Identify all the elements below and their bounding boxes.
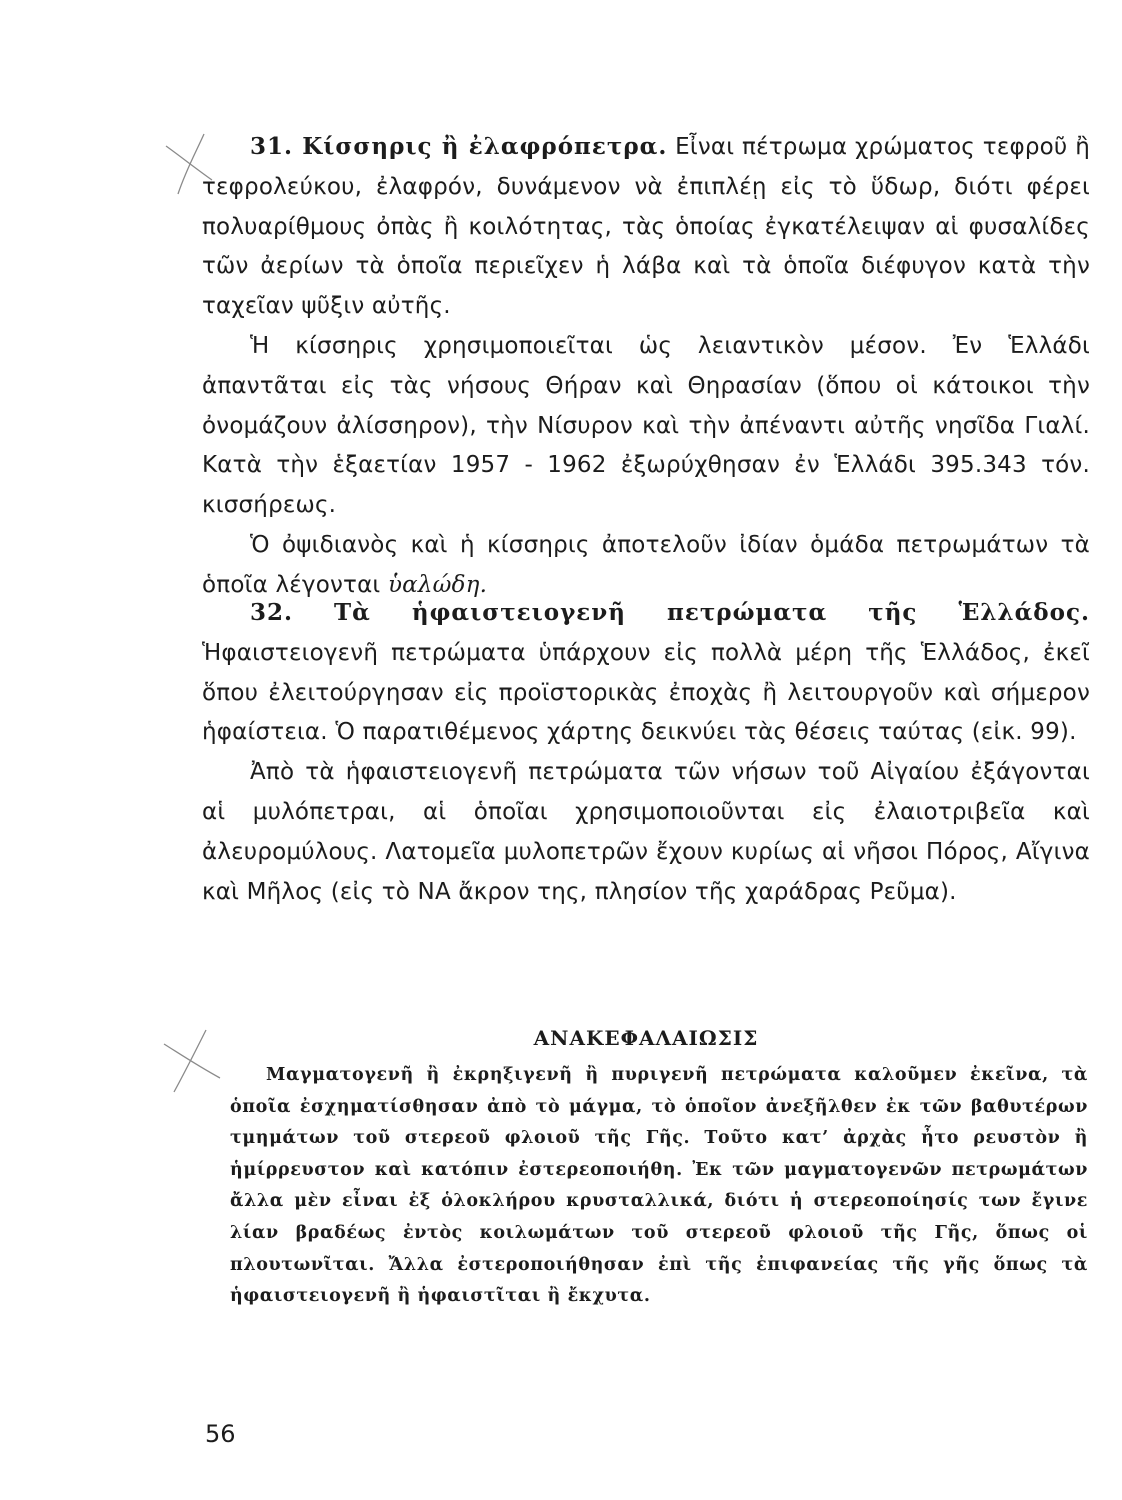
- section-32-text-1: Ἡφαιστειογενῆ πετρώματα ὑπάρχουν εἰς πολλὰ μέρη τῆς Ἑλλάδος, ἐκεῖ ὅπου ἐλειτούργησαν εἰς προϊστορικὰς ἐποχὰς ἢ λειτουργοῦν καὶ σήμερον ἡφαίστεια. Ὁ παρατιθέμενος χάρτης δεικνύει τὰς θέσεις ταύτας (εἰκ. 99).: [202, 639, 1090, 746]
- section-31-text-1: Εἶναι πέτρωμα χρώματος τεφροῦ ἢ τεφρολεύκου, ἐλαφρόν, δυνάμενον νὰ ἐπιπλέῃ εἰς τὸ ὕδωρ, διότι φέρει πολυαρίθμους ὀπὰς ἢ κοιλότητας, τὰς ὁποίας ἐγκατέλειψαν αἱ φυσαλίδες τῶν ἀερίων τὰ ὁποῖα περιεῖχεν ἡ λάβα καὶ τὰ ὁποῖα διέφυγον κατὰ τὴν ταχεῖαν ψῦξιν αὐτῆς.: [202, 134, 1090, 320]
- section-31-paragraph-2: Ἡ κίσσηρις χρησιμοποιεῖται ὡς λειαντικὸν μέσον. Ἐν Ἑλλάδι ἀπαντᾶται εἰς τὰς νήσους Θήραν καὶ Θηρασίαν (ὅπου οἱ κάτοικοι τὴν ὀνομάζουν ἀλίσσηρον), τὴν Νίσυρον καὶ τὴν ἀπέναντι αὐτῆς νησῖδα Γιαλί. Κατὰ τὴν ἑξαετίαν 1957 - 1962 ἐξωρύχθησαν ἐν Ἑλλάδι 395.343 τόν. κισσήρεως.: [202, 332, 1090, 519]
- section-32-heading: 32. Τὰ ἡφαιστειογενῆ πετρώματα τῆς Ἑλλάδος.: [250, 599, 1090, 626]
- section-31-italic-term: ὑαλώδη.: [387, 571, 488, 598]
- section-32: [202, 593, 1090, 912]
- section-32-paragraph-1: [202, 593, 1090, 753]
- summary-text: Μαγματογενῆ ἢ ἐκρηξιγενῆ ἢ πυριγενῆ πετρώματα καλοῦμεν ἐκεῖνα, τὰ ὁποῖα ἐσχηματίσθησαν ἀπὸ τὸ μάγμα, τὸ ὁποῖον ἀνεξῆλθεν ἐκ τῶν βαθυτέρων τμημάτων τοῦ στερεοῦ φλοιοῦ τῆς Γῆς. Τοῦτο κατ’ ἀρχὰς ἦτο ρευστὸν ἢ ἡμίρρευστον καὶ κατόπιν ἐστερεοποιήθη. Ἐκ τῶν μαγματογενῶν πετρωμάτων ἄλλα μὲν εἶναι ἐξ ὁλοκλήρου κρυσταλλικά, διότι ἡ στερεοποίησίς των ἔγινε λίαν βραδέως ἐντὸς κοιλωμάτων τοῦ στερεοῦ φλοιοῦ τῆς Γῆς, ὅπως οἱ πλουτωνῖται. Ἄλλα ἐστεροποιήθησαν ἐπὶ τῆς ἐπιφανείας τῆς γῆς ὅπως τὰ ἡφαιστειογενῆ ἢ ἡφαιστῖται ἢ ἔκχυτα.: [230, 1065, 1088, 1307]
- section-31-heading: 31. Κίσσηρις ἢ ἐλαφρόπετρα.: [250, 133, 668, 160]
- section-31-paragraph-1: [202, 127, 1090, 327]
- page-number: 56: [205, 1420, 236, 1448]
- section-31: [202, 127, 1090, 606]
- summary-title: ΑΝΑΚΕΦΑΛΑΙΩΣΙΣ: [533, 1026, 759, 1050]
- section-31-text-3: Ὁ ὀψιδιανὸς καὶ ἡ κίσσηρις ἀποτελοῦν ἰδίαν ὁμάδα πετρωμάτων τὰ ὁποῖα λέγονται: [202, 531, 1090, 598]
- section-32-paragraph-2: Ἀπὸ τὰ ἡφαιστειογενῆ πετρώματα τῶν νήσων τοῦ Αἰγαίου ἐξάγονται αἱ μυλόπετραι, αἱ ὁποῖαι χρησιμοποιοῦνται εἰς ἐλαιοτριβεῖα καὶ ἀλευρομύλους. Λατομεῖα μυλοπετρῶν ἔχουν κυρίως αἱ νῆσοι Πόρος, Αἴγινα καὶ Μῆλος (εἰς τὸ ΝΑ ἄκρον της, πλησίον τῆς χαράδρας Ρεῦμα).: [202, 759, 1090, 905]
